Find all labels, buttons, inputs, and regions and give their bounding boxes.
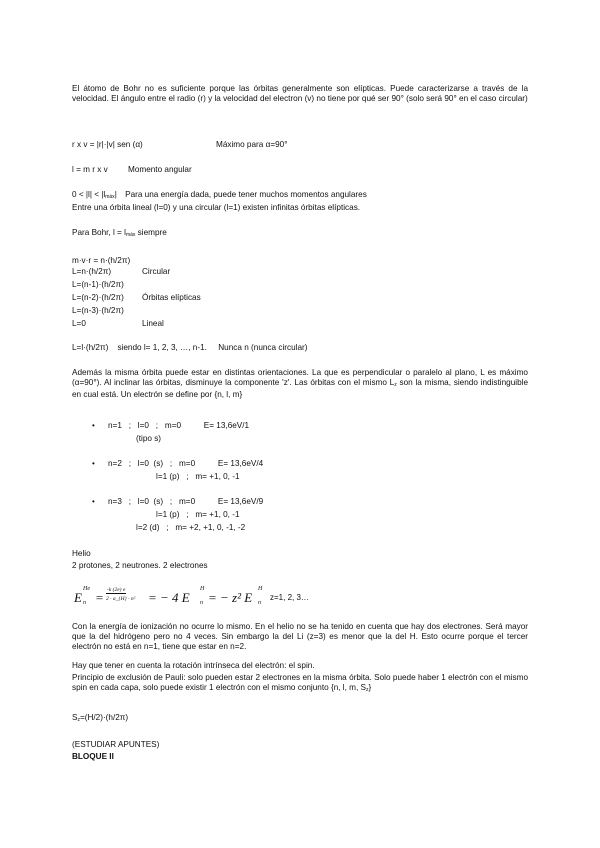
mvr-line: m·v·r = n·(h/2π) [72, 256, 131, 265]
bohr-sub: máx [125, 232, 136, 238]
f-rhs-sub: n [258, 600, 261, 606]
f-lhs: E [74, 590, 82, 605]
p5sub: z [366, 687, 369, 693]
l-item-1 [72, 267, 171, 277]
bullet-3-sub-2: l=2 (d) ; m= +2, +1, 0, -1, -2 [136, 523, 246, 532]
cross-product-equation [72, 140, 288, 150]
range-line [72, 190, 367, 202]
helio-composition: 2 protones, 2 neutrones. 2 electrones [72, 561, 208, 570]
ang-eq: l = m r x v [72, 165, 108, 174]
bohr-b: siempre [137, 228, 167, 237]
f-mid: = − 4 E [148, 590, 190, 605]
f-mid-sup: H [200, 586, 205, 592]
cross-eq: r x v = |r|·|v| sen (α) [72, 140, 143, 149]
block-heading: BLOQUE II [72, 752, 114, 761]
study-note: (ESTUDIAR APUNTES) [72, 740, 160, 749]
spin-a: S [72, 713, 78, 722]
l-label: Órbitas elípticas [142, 293, 201, 302]
bullet-icon: • [92, 421, 95, 430]
l-item-3 [72, 293, 201, 303]
ang-label: Momento angular [128, 165, 192, 174]
bohr-line [72, 228, 167, 240]
bohr-a: Para Bohr, l = l [72, 228, 126, 237]
bullet-icon: • [92, 459, 95, 468]
spin-sub: z [77, 717, 80, 723]
l-item-5 [72, 319, 164, 329]
l-eq: L=(n-1)·(h/2π) [72, 280, 124, 289]
p5: Principio de exclusión de Pauli: solo pueden estar 2 electrones en la misma órbita. Solo puede haber 1 electrón con el mismo spin en cada capa, solo puede existir 1 electrón con el mismo conjunto {n, l, m, S [72, 673, 528, 692]
l-item-4 [72, 306, 124, 316]
l-label: Lineal [142, 319, 164, 328]
p2sub: z [394, 382, 397, 388]
bullet-2-main: n=2 ; l=0 (s) ; m=0 E= 13,6eV/4 [108, 459, 264, 468]
f-lhs-sup: He [83, 586, 90, 592]
f-lhs-sub: n [83, 600, 86, 606]
range-text-2: Entre una órbita lineal (l=0) y una circular (l=1) existen infinitas órbitas elípticas. [72, 203, 361, 212]
f-z-range: z=1, 2, 3… [270, 593, 309, 602]
bullet-3-main: n=3 ; l=0 (s) ; m=0 E= 13,6eV/9 [108, 497, 264, 506]
ionization-paragraph: Con la energía de ionización no ocurre lo mismo. En el helio no se ha tenido en cuenta que hay dos electrones. Será mayor que la del hidrógeno pero no 4 veces. Sin embargo la del Li (z=3) es menor que la del H. Esto ocurre porque el tercer electrón no está en n=1, tiene que estar en n=2. [72, 622, 528, 651]
intro-paragraph: El átomo de Bohr no es suficiente porque las órbitas generalmente son elípticas. Puede caracterizarse a través de la velocidad. El ángulo entre el radio (r) y la velocidad del electron (v) no tiene por qué ser 90° (solo será 90° en el caso circular) [72, 84, 528, 103]
f-rhs-sup: H [258, 586, 263, 592]
range-a: 0 < |l| < |l [72, 190, 106, 199]
range-text: Para una energía dada, puede tener muchos momentos angulares [125, 190, 367, 199]
bullet-1-main: n=1 ; l=0 ; m=0 E= 13,6eV/1 [108, 421, 250, 430]
bullet-icon: • [92, 497, 95, 506]
l-label: Circular [142, 267, 171, 276]
f-frac-num: -k (2e) e [107, 587, 126, 593]
f-frac-den: 2 · a_{H} · n² [106, 596, 136, 602]
l-eq: L=(n-2)·(h/2π) [72, 293, 124, 302]
p2a: Además la misma órbita puede estar en distintas orientaciones. La que es perpendicular o paralelo al plano, L es máximo (α=90°). Al inclinar las órbitas, disminuye la componente 'z'. Las órbitas con el mismo L [72, 368, 528, 387]
bullet-2-sub: l=1 (p) ; m= +1, 0, -1 [156, 472, 240, 481]
spin-b: =(H/2)·(h/2π) [79, 713, 129, 722]
cross-max: Máximo para α=90° [216, 140, 288, 149]
l-eq: L=0 [72, 319, 86, 328]
p2b: son la misma, siendo indistinguible en cual está. Un electrón se define por {n, l, m} [72, 378, 529, 399]
bullet-3-sub-1: l=1 (p) ; m= +1, 0, -1 [156, 510, 240, 519]
f-rhs: = − z² E [208, 590, 253, 605]
orientation-paragraph [72, 368, 528, 400]
pauli-paragraph [72, 673, 528, 695]
l-item-2 [72, 280, 124, 290]
p5end: } [368, 683, 372, 692]
f-mid-sub: n [200, 600, 203, 606]
l-eq: L=(n-3)·(h/2π) [72, 306, 124, 315]
l-eq: L=n·(h/2π) [72, 267, 112, 276]
bullet-1-sub: (tipo s) [136, 434, 162, 443]
range-sub: máx [105, 194, 115, 200]
spin-formula [72, 713, 128, 725]
l-formula-line: L=l·(h/2π) siendo l= 1, 2, 3, …, n-1. Nunca n (nunca circular) [72, 343, 308, 352]
angular-momentum-line [72, 165, 192, 175]
helio-heading: Helio [72, 549, 91, 558]
spin-line: Hay que tener en cuenta la rotación intrínseca del electrón: el spin. [72, 661, 315, 670]
range-b: | [114, 190, 117, 199]
